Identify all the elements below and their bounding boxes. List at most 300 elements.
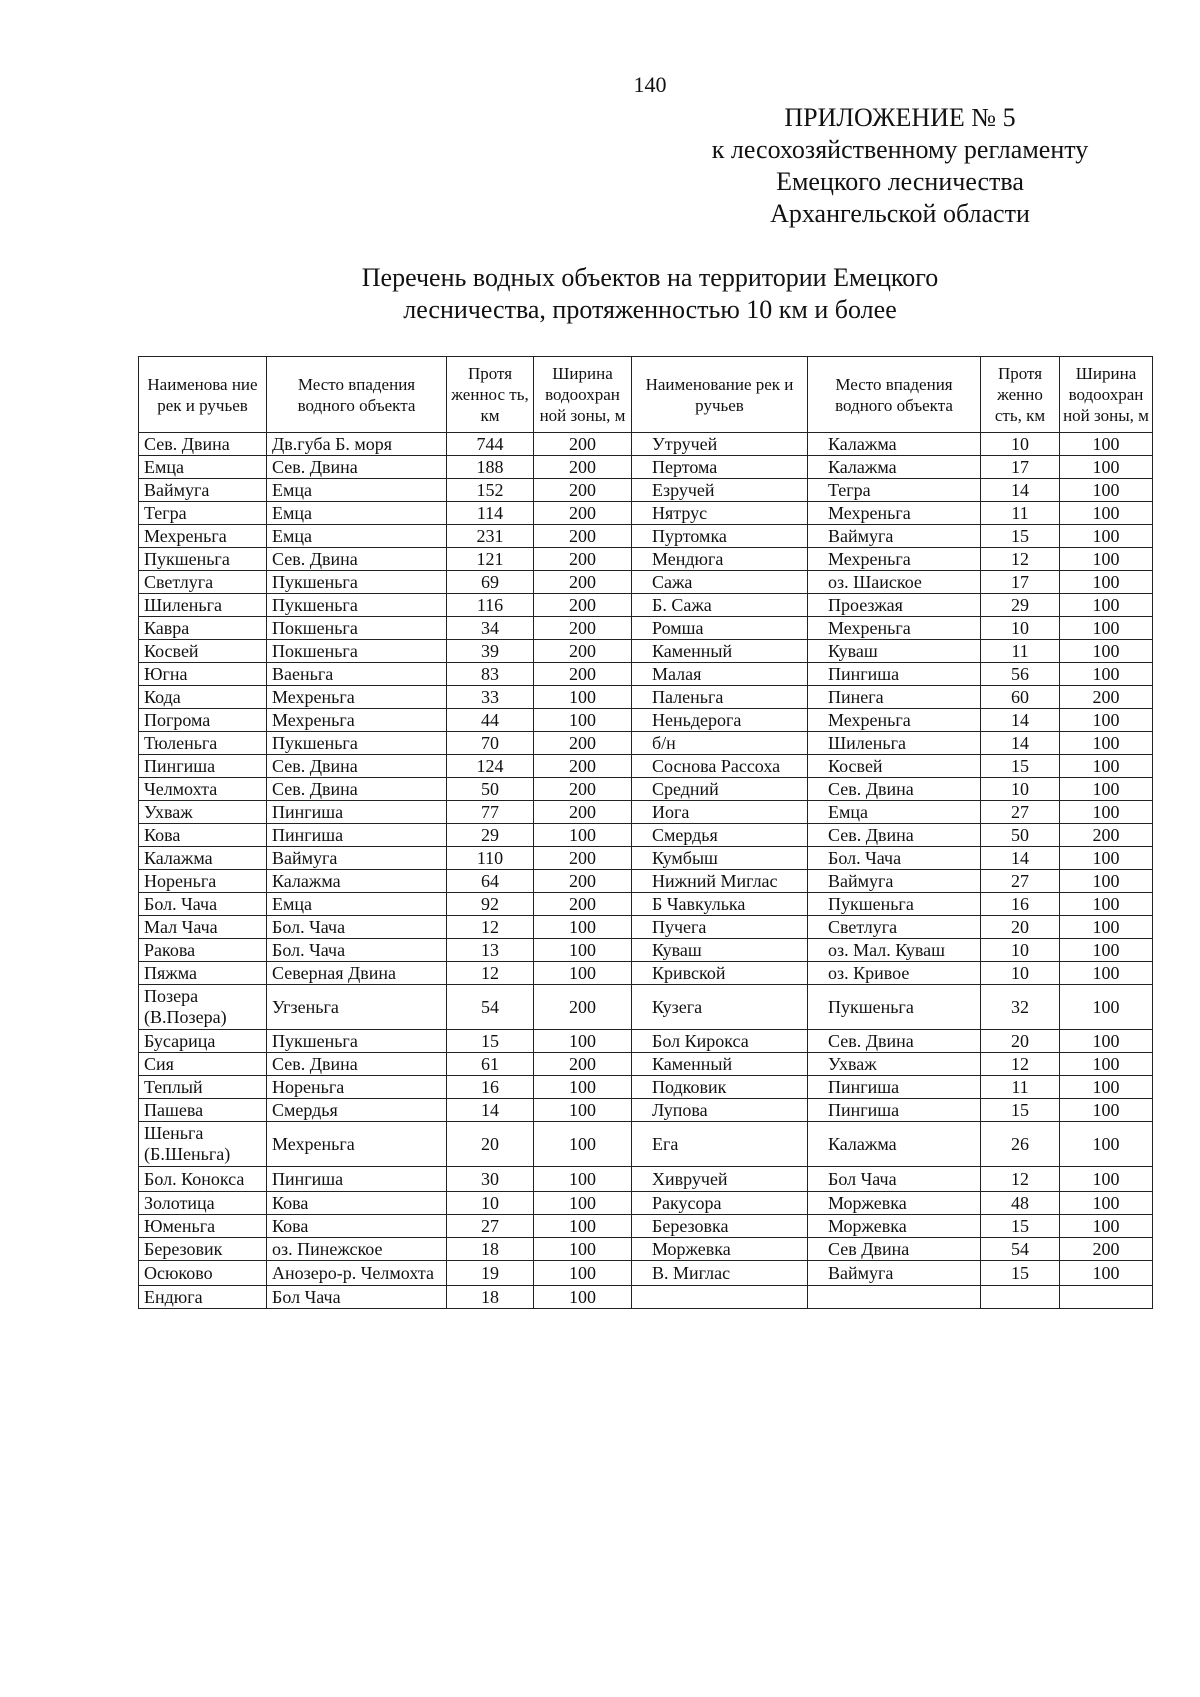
table-row: [139, 732, 1153, 755]
table-cell: Косвей: [808, 755, 981, 778]
table-cell: 200: [534, 732, 632, 755]
table-cell: Лупова: [632, 1099, 808, 1122]
table-cell: Езручей: [632, 479, 808, 502]
table-cell: Мехреньга: [808, 709, 981, 732]
table-cell: [808, 1286, 981, 1309]
table-cell: Бол. Конокса: [139, 1167, 267, 1192]
table-cell: Бол Чача: [267, 1286, 447, 1309]
table-cell: 116: [447, 594, 534, 617]
table-cell: Кова: [267, 1192, 447, 1215]
table-cell: Березовик: [139, 1238, 267, 1261]
table-cell: Золотица: [139, 1192, 267, 1215]
table-row: [139, 479, 1153, 502]
table-cell: 100: [1060, 732, 1153, 755]
table-cell: Соснова Рассоха: [632, 755, 808, 778]
table-cell: Пукшеньга: [808, 893, 981, 916]
table-cell: 10: [981, 939, 1060, 962]
table-cell: 54: [447, 985, 534, 1030]
table-cell: 100: [1060, 1076, 1153, 1099]
table-cell: 12: [981, 1167, 1060, 1192]
table-cell: 100: [1060, 985, 1153, 1030]
table-row: [139, 640, 1153, 663]
table-cell: Нятрус: [632, 502, 808, 525]
table-cell: 100: [1060, 709, 1153, 732]
table-cell: 200: [534, 847, 632, 870]
table-cell: 200: [534, 571, 632, 594]
table-cell: 29: [981, 594, 1060, 617]
table-row: [139, 594, 1153, 617]
table-cell: 100: [1060, 870, 1153, 893]
table-cell: 15: [981, 1261, 1060, 1286]
table-cell: 188: [447, 456, 534, 479]
table-cell: 110: [447, 847, 534, 870]
table-cell: 100: [1060, 916, 1153, 939]
table-cell: Емца: [267, 479, 447, 502]
table-cell: 100: [534, 1238, 632, 1261]
table-cell: Пуртомка: [632, 525, 808, 548]
table-header-row: [139, 357, 1153, 433]
table-cell: 100: [1060, 755, 1153, 778]
table-row: [139, 456, 1153, 479]
table-cell: 124: [447, 755, 534, 778]
table-cell: Ухваж: [808, 1053, 981, 1076]
page-number: 140: [633, 72, 667, 97]
table-cell: 64: [447, 870, 534, 893]
table-cell: 100: [534, 939, 632, 962]
table-cell: Калажма: [808, 456, 981, 479]
table-row: [139, 571, 1153, 594]
table-row: [139, 755, 1153, 778]
table-cell: 100: [1060, 640, 1153, 663]
table-cell: 26: [981, 1122, 1060, 1167]
table-cell: 100: [534, 1261, 632, 1286]
table-cell: 121: [447, 548, 534, 571]
table-cell: 744: [447, 433, 534, 456]
table-cell: Сев. Двина: [139, 433, 267, 456]
table-cell: Челмохта: [139, 778, 267, 801]
table-cell: 100: [534, 1030, 632, 1053]
table-cell: Проезжая: [808, 594, 981, 617]
table-cell: 200: [1060, 824, 1153, 847]
table-cell: 100: [534, 709, 632, 732]
table-cell: 100: [534, 1099, 632, 1122]
table-cell: 100: [534, 686, 632, 709]
table-cell: 100: [1060, 571, 1153, 594]
table-cell: 100: [1060, 1099, 1153, 1122]
table-cell: 13: [447, 939, 534, 962]
table-cell: Анозеро-р. Челмохта: [267, 1261, 447, 1286]
table-row: [139, 893, 1153, 916]
table-cell: Сев. Двина: [267, 778, 447, 801]
table-cell: 200: [534, 479, 632, 502]
table-cell: Ваймуга: [808, 1261, 981, 1286]
table-cell: Пингиша: [808, 1099, 981, 1122]
table-cell: 100: [1060, 1053, 1153, 1076]
table-cell: 200: [534, 617, 632, 640]
table-cell: Пяжма: [139, 962, 267, 985]
table-cell: Б Чавкулька: [632, 893, 808, 916]
table-cell: 11: [981, 1076, 1060, 1099]
table-cell: Светлуга: [139, 571, 267, 594]
table-cell: Бол. Чача: [267, 916, 447, 939]
table-cell: Утручей: [632, 433, 808, 456]
table-cell: Пингиша: [267, 801, 447, 824]
table-cell: 27: [981, 801, 1060, 824]
table-row: [139, 824, 1153, 847]
table-cell: Мендюга: [632, 548, 808, 571]
table-cell: Неньдерога: [632, 709, 808, 732]
column-header: Протя женно сть, км: [981, 357, 1060, 433]
table-cell: Сев. Двина: [267, 456, 447, 479]
table-cell: Малая: [632, 663, 808, 686]
table-row: [139, 916, 1153, 939]
table-cell: Смердья: [267, 1099, 447, 1122]
table-row: [139, 1215, 1153, 1238]
table-row: [139, 1076, 1153, 1099]
table-cell: Кова: [139, 824, 267, 847]
table-cell: [981, 1286, 1060, 1309]
table-cell: 14: [447, 1099, 534, 1122]
table-cell: 11: [981, 640, 1060, 663]
table-cell: Емца: [808, 801, 981, 824]
table-cell: 100: [1060, 893, 1153, 916]
table-cell: 200: [534, 433, 632, 456]
table-row: [139, 663, 1153, 686]
table-cell: 39: [447, 640, 534, 663]
table-cell: Калажма: [267, 870, 447, 893]
table-cell: Югна: [139, 663, 267, 686]
table-cell: Кривской: [632, 962, 808, 985]
table-cell: 200: [534, 1053, 632, 1076]
table-cell: Мехреньга: [808, 617, 981, 640]
table-cell: Бол. Чача: [808, 847, 981, 870]
table-cell: [1060, 1286, 1153, 1309]
table-row: [139, 1099, 1153, 1122]
table-cell: Сажа: [632, 571, 808, 594]
column-header: Наименование рек и ручьев: [632, 357, 808, 433]
table-row: [139, 801, 1153, 824]
table-cell: 83: [447, 663, 534, 686]
table-cell: В. Миглас: [632, 1261, 808, 1286]
table-cell: Кумбыш: [632, 847, 808, 870]
table-cell: Емца: [267, 525, 447, 548]
table-cell: Пингиша: [808, 663, 981, 686]
table-cell: Ромша: [632, 617, 808, 640]
table-cell: Пукшеньга: [267, 1030, 447, 1053]
document-title: [300, 262, 1000, 326]
table-cell: Бол Чача: [808, 1167, 981, 1192]
table-cell: Емца: [267, 893, 447, 916]
table-cell: 15: [447, 1030, 534, 1053]
table-cell: 100: [534, 1122, 632, 1167]
table-cell: 17: [981, 571, 1060, 594]
table-cell: Ухваж: [139, 801, 267, 824]
table-cell: Сев. Двина: [267, 548, 447, 571]
table-cell: 200: [534, 548, 632, 571]
table-cell: 100: [1060, 663, 1153, 686]
table-cell: 16: [447, 1076, 534, 1099]
table-cell: Пукшеньга: [267, 594, 447, 617]
table-row: [139, 709, 1153, 732]
table-cell: Шеньга (Б.Шеньга): [139, 1122, 267, 1167]
table-cell: 200: [534, 640, 632, 663]
table-cell: Кавра: [139, 617, 267, 640]
table-cell: Емца: [267, 502, 447, 525]
table-cell: Погрома: [139, 709, 267, 732]
table-cell: Пукшеньга: [267, 732, 447, 755]
table-cell: 17: [981, 456, 1060, 479]
table-cell: Иога: [632, 801, 808, 824]
table-row: [139, 1167, 1153, 1192]
table-cell: 10: [981, 617, 1060, 640]
table-cell: б/н: [632, 732, 808, 755]
table-cell: 50: [447, 778, 534, 801]
table-row: [139, 433, 1153, 456]
table-cell: Шиленьга: [808, 732, 981, 755]
table-cell: Тегра: [808, 479, 981, 502]
table-cell: Куваш: [808, 640, 981, 663]
table-cell: 33: [447, 686, 534, 709]
table-cell: 10: [447, 1192, 534, 1215]
column-header: Место впадения водного объекта: [267, 357, 447, 433]
table-cell: Калажма: [808, 1122, 981, 1167]
table-cell: 200: [534, 985, 632, 1030]
table-row: [139, 502, 1153, 525]
table-cell: Бол. Чача: [139, 893, 267, 916]
table-cell: 20: [981, 916, 1060, 939]
table-cell: Калажма: [139, 847, 267, 870]
table-cell: Нижний Миглас: [632, 870, 808, 893]
table-cell: Кузега: [632, 985, 808, 1030]
appendix-line: Емецкого лесничества: [776, 167, 1024, 196]
table-cell: Сев. Двина: [808, 1030, 981, 1053]
table-cell: Мехреньга: [267, 709, 447, 732]
table-cell: 100: [1060, 433, 1153, 456]
table-cell: Ваймуга: [139, 479, 267, 502]
table-cell: 152: [447, 479, 534, 502]
table-cell: 100: [1060, 548, 1153, 571]
table-cell: Мехреньга: [808, 502, 981, 525]
table-cell: Ракова: [139, 939, 267, 962]
table-cell: 100: [534, 916, 632, 939]
table-cell: 100: [534, 1192, 632, 1215]
table-cell: Дв.губа Б. моря: [267, 433, 447, 456]
table-cell: 100: [1060, 939, 1153, 962]
table-cell: Сия: [139, 1053, 267, 1076]
table-cell: 231: [447, 525, 534, 548]
table-cell: 56: [981, 663, 1060, 686]
table-cell: Мехреньга: [139, 525, 267, 548]
table-cell: Пукшеньга: [139, 548, 267, 571]
table-cell: 61: [447, 1053, 534, 1076]
appendix-line: к лесохозяйственному регламенту: [711, 135, 1089, 164]
table-cell: 100: [1060, 456, 1153, 479]
table-cell: Пашева: [139, 1099, 267, 1122]
table-body: [139, 433, 1153, 1309]
column-header: Место впадения водного объекта: [808, 357, 981, 433]
table-cell: 14: [981, 847, 1060, 870]
table-cell: 100: [1060, 617, 1153, 640]
table-cell: 18: [447, 1238, 534, 1261]
table-cell: Смердья: [632, 824, 808, 847]
table-row: [139, 939, 1153, 962]
table-cell: Моржевка: [808, 1192, 981, 1215]
table-cell: 100: [1060, 1192, 1153, 1215]
table-cell: Мехреньга: [267, 686, 447, 709]
table-cell: 100: [534, 962, 632, 985]
table-cell: 14: [981, 479, 1060, 502]
table-cell: Куваш: [632, 939, 808, 962]
table-cell: Сев. Двина: [267, 1053, 447, 1076]
table-cell: Сев. Двина: [808, 824, 981, 847]
table-cell: Ваймуга: [267, 847, 447, 870]
table-cell: 27: [981, 870, 1060, 893]
table-cell: 15: [981, 1215, 1060, 1238]
table-cell: 100: [1060, 479, 1153, 502]
table-cell: 100: [1060, 1030, 1153, 1053]
water-objects-table: [138, 356, 1153, 1309]
table-row: [139, 525, 1153, 548]
table-cell: Сев. Двина: [808, 778, 981, 801]
table-cell: Мехреньга: [267, 1122, 447, 1167]
table-cell: 50: [981, 824, 1060, 847]
table-cell: 54: [981, 1238, 1060, 1261]
table-row: [139, 847, 1153, 870]
table-cell: Б. Сажа: [632, 594, 808, 617]
table-cell: 14: [981, 732, 1060, 755]
table-cell: 19: [447, 1261, 534, 1286]
table-cell: 200: [534, 456, 632, 479]
table-cell: 200: [1060, 1238, 1153, 1261]
table-cell: Мехреньга: [808, 548, 981, 571]
column-header: Наименова ние рек и ручьев: [139, 357, 267, 433]
column-header: Ширина водоохран ной зоны, м: [1060, 357, 1153, 433]
table-cell: Пингиша: [808, 1076, 981, 1099]
table-cell: Теплый: [139, 1076, 267, 1099]
table-cell: Светлуга: [808, 916, 981, 939]
table-cell: 114: [447, 502, 534, 525]
table-cell: Пингиша: [267, 824, 447, 847]
table-cell: 200: [534, 502, 632, 525]
table-cell: 12: [447, 962, 534, 985]
table-cell: 14: [981, 709, 1060, 732]
table-row: [139, 617, 1153, 640]
table-row: [139, 1192, 1153, 1215]
table-cell: Бол Кирокса: [632, 1030, 808, 1053]
table-cell: 100: [1060, 594, 1153, 617]
table-cell: 18: [447, 1286, 534, 1309]
table-cell: Средний: [632, 778, 808, 801]
table-cell: Позера (В.Позера): [139, 985, 267, 1030]
table-row: [139, 686, 1153, 709]
table-cell: Сев Двина: [808, 1238, 981, 1261]
table-cell: Пукшеньга: [808, 985, 981, 1030]
table-row: [139, 870, 1153, 893]
table-cell: Бол. Чача: [267, 939, 447, 962]
table-cell: Пертома: [632, 456, 808, 479]
table-cell: 100: [1060, 778, 1153, 801]
table-cell: 92: [447, 893, 534, 916]
table-cell: 100: [1060, 502, 1153, 525]
appendix-line: ПРИЛОЖЕНИЕ № 5: [784, 103, 1016, 132]
table-cell: 100: [534, 1286, 632, 1309]
table-cell: 20: [447, 1122, 534, 1167]
table-cell: 32: [981, 985, 1060, 1030]
table-cell: 100: [534, 1167, 632, 1192]
table-cell: Пукшеньга: [267, 571, 447, 594]
table-cell: 20: [981, 1030, 1060, 1053]
table-row: [139, 1030, 1153, 1053]
table-cell: 200: [534, 778, 632, 801]
table-cell: Ваеньга: [267, 663, 447, 686]
table-cell: Березовка: [632, 1215, 808, 1238]
table-row: [139, 985, 1153, 1030]
table-cell: Осюково: [139, 1261, 267, 1286]
column-header: Протя женнос ть, км: [447, 357, 534, 433]
table-cell: Северная Двина: [267, 962, 447, 985]
table-cell: 77: [447, 801, 534, 824]
table-cell: 200: [534, 525, 632, 548]
table-cell: 11: [981, 502, 1060, 525]
table-cell: 15: [981, 755, 1060, 778]
table-cell: 200: [1060, 686, 1153, 709]
table-cell: 100: [1060, 1215, 1153, 1238]
table-cell: 15: [981, 1099, 1060, 1122]
table-cell: Паленьга: [632, 686, 808, 709]
table-cell: 60: [981, 686, 1060, 709]
table-cell: 100: [1060, 962, 1153, 985]
table-cell: 44: [447, 709, 534, 732]
table-cell: 12: [981, 548, 1060, 571]
table-row: [139, 1261, 1153, 1286]
table-cell: оз. Пинежское: [267, 1238, 447, 1261]
table-cell: 200: [534, 755, 632, 778]
table-cell: Кова: [267, 1215, 447, 1238]
table-cell: 29: [447, 824, 534, 847]
table-cell: Пучега: [632, 916, 808, 939]
table-row: [139, 548, 1153, 571]
table-cell: Емца: [139, 456, 267, 479]
table-cell: Шиленьга: [139, 594, 267, 617]
table-cell: Пинега: [808, 686, 981, 709]
table-cell: 48: [981, 1192, 1060, 1215]
table-cell: 30: [447, 1167, 534, 1192]
table-cell: 70: [447, 732, 534, 755]
table-cell: [632, 1286, 808, 1309]
table-cell: Бусарица: [139, 1030, 267, 1053]
appendix-line: Архангельской области: [770, 199, 1030, 228]
table-row: [139, 1122, 1153, 1167]
table-cell: 34: [447, 617, 534, 640]
table-cell: 100: [1060, 1122, 1153, 1167]
table-cell: 200: [534, 594, 632, 617]
table-cell: 100: [1060, 847, 1153, 870]
table-cell: 100: [1060, 801, 1153, 824]
table-cell: Кода: [139, 686, 267, 709]
table-cell: 27: [447, 1215, 534, 1238]
table-cell: 200: [534, 893, 632, 916]
table-cell: Покшеньга: [267, 617, 447, 640]
table-cell: 100: [534, 1076, 632, 1099]
table-cell: оз. Мал. Куваш: [808, 939, 981, 962]
table-cell: Ендюга: [139, 1286, 267, 1309]
table-cell: 100: [1060, 525, 1153, 548]
table-cell: оз. Шаиское: [808, 571, 981, 594]
table-cell: Каменный: [632, 640, 808, 663]
table-cell: Сев. Двина: [267, 755, 447, 778]
table-cell: Тегра: [139, 502, 267, 525]
table-cell: 12: [981, 1053, 1060, 1076]
